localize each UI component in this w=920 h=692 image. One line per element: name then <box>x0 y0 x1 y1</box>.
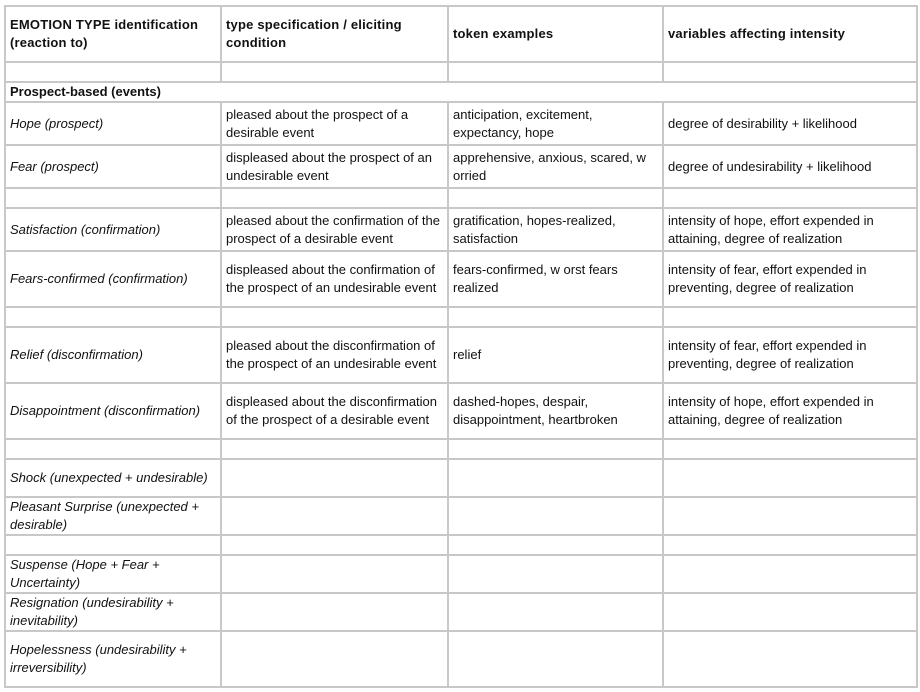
table-row <box>5 102 917 145</box>
variables-cell: degree of undesirability + likelihood <box>663 145 917 188</box>
spacer-row <box>5 188 917 208</box>
tokens-cell: dashed-hopes, despair, disappointment, heartbroken <box>448 383 663 439</box>
condition-cell: displeased about the confirmation of the prospect of an undesirable event <box>221 251 448 307</box>
table-row <box>5 145 917 188</box>
table-row <box>5 208 917 251</box>
table-row <box>5 327 917 383</box>
condition-cell: displeased about the disconfirmation of the prospect of a desirable event <box>221 383 448 439</box>
emotion-cell: Shock (unexpected + undesirable) <box>5 459 221 497</box>
variables-cell: intensity of hope, effort expended in attaining, degree of realization <box>663 208 917 251</box>
emotion-cell: Pleasant Surprise (unexpected + desirable) <box>5 497 221 535</box>
section-title: Prospect-based (events) <box>5 82 917 102</box>
emotion-cell: Hopelessness (undesirability + irreversibility) <box>5 631 221 687</box>
header-row <box>5 6 917 62</box>
table-row <box>5 251 917 307</box>
spacer-row <box>5 307 917 327</box>
section-row <box>5 82 917 102</box>
table-row <box>5 383 917 439</box>
table-row <box>5 631 917 687</box>
emotion-cell: Fear (prospect) <box>5 145 221 188</box>
tokens-cell: gratification, hopes-realized, satisfaction <box>448 208 663 251</box>
variables-cell: intensity of fear, effort expended in preventing, degree of realization <box>663 251 917 307</box>
tokens-cell: apprehensive, anxious, scared, w orried <box>448 145 663 188</box>
condition-cell: pleased about the confirmation of the prospect of a desirable event <box>221 208 448 251</box>
table-row <box>5 459 917 497</box>
spacer-row <box>5 439 917 459</box>
emotion-cell: Disappointment (disconfirmation) <box>5 383 221 439</box>
emotion-table-document <box>4 5 916 688</box>
variables-cell: degree of desirability + likelihood <box>663 102 917 145</box>
header-emotion-type: EMOTION TYPE identification (reaction to) <box>5 6 221 62</box>
tokens-cell: fears-confirmed, w orst fears realized <box>448 251 663 307</box>
emotion-cell: Fears-confirmed (confirmation) <box>5 251 221 307</box>
header-token-examples: token examples <box>448 6 663 62</box>
spacer-row <box>5 62 917 82</box>
variables-cell: intensity of hope, effort expended in attaining, degree of realization <box>663 383 917 439</box>
table-row <box>5 555 917 593</box>
condition-cell: pleased about the prospect of a desirable event <box>221 102 448 145</box>
condition-cell: pleased about the disconfirmation of the prospect of an undesirable event <box>221 327 448 383</box>
emotion-cell: Hope (prospect) <box>5 102 221 145</box>
tokens-cell: relief <box>448 327 663 383</box>
condition-cell: displeased about the prospect of an undesirable event <box>221 145 448 188</box>
variables-cell: intensity of fear, effort expended in preventing, degree of realization <box>663 327 917 383</box>
header-variables: variables affecting intensity <box>663 6 917 62</box>
emotion-cell: Resignation (undesirability + inevitability) <box>5 593 221 631</box>
tokens-cell: anticipation, excitement, expectancy, hope <box>448 102 663 145</box>
emotion-cell: Suspense (Hope + Fear + Uncertainty) <box>5 555 221 593</box>
table-row <box>5 497 917 535</box>
emotion-type-table <box>4 5 918 688</box>
emotion-cell: Satisfaction (confirmation) <box>5 208 221 251</box>
header-condition: type specification / eliciting condition <box>221 6 448 62</box>
spacer-row <box>5 535 917 555</box>
table-row <box>5 593 917 631</box>
emotion-cell: Relief (disconfirmation) <box>5 327 221 383</box>
